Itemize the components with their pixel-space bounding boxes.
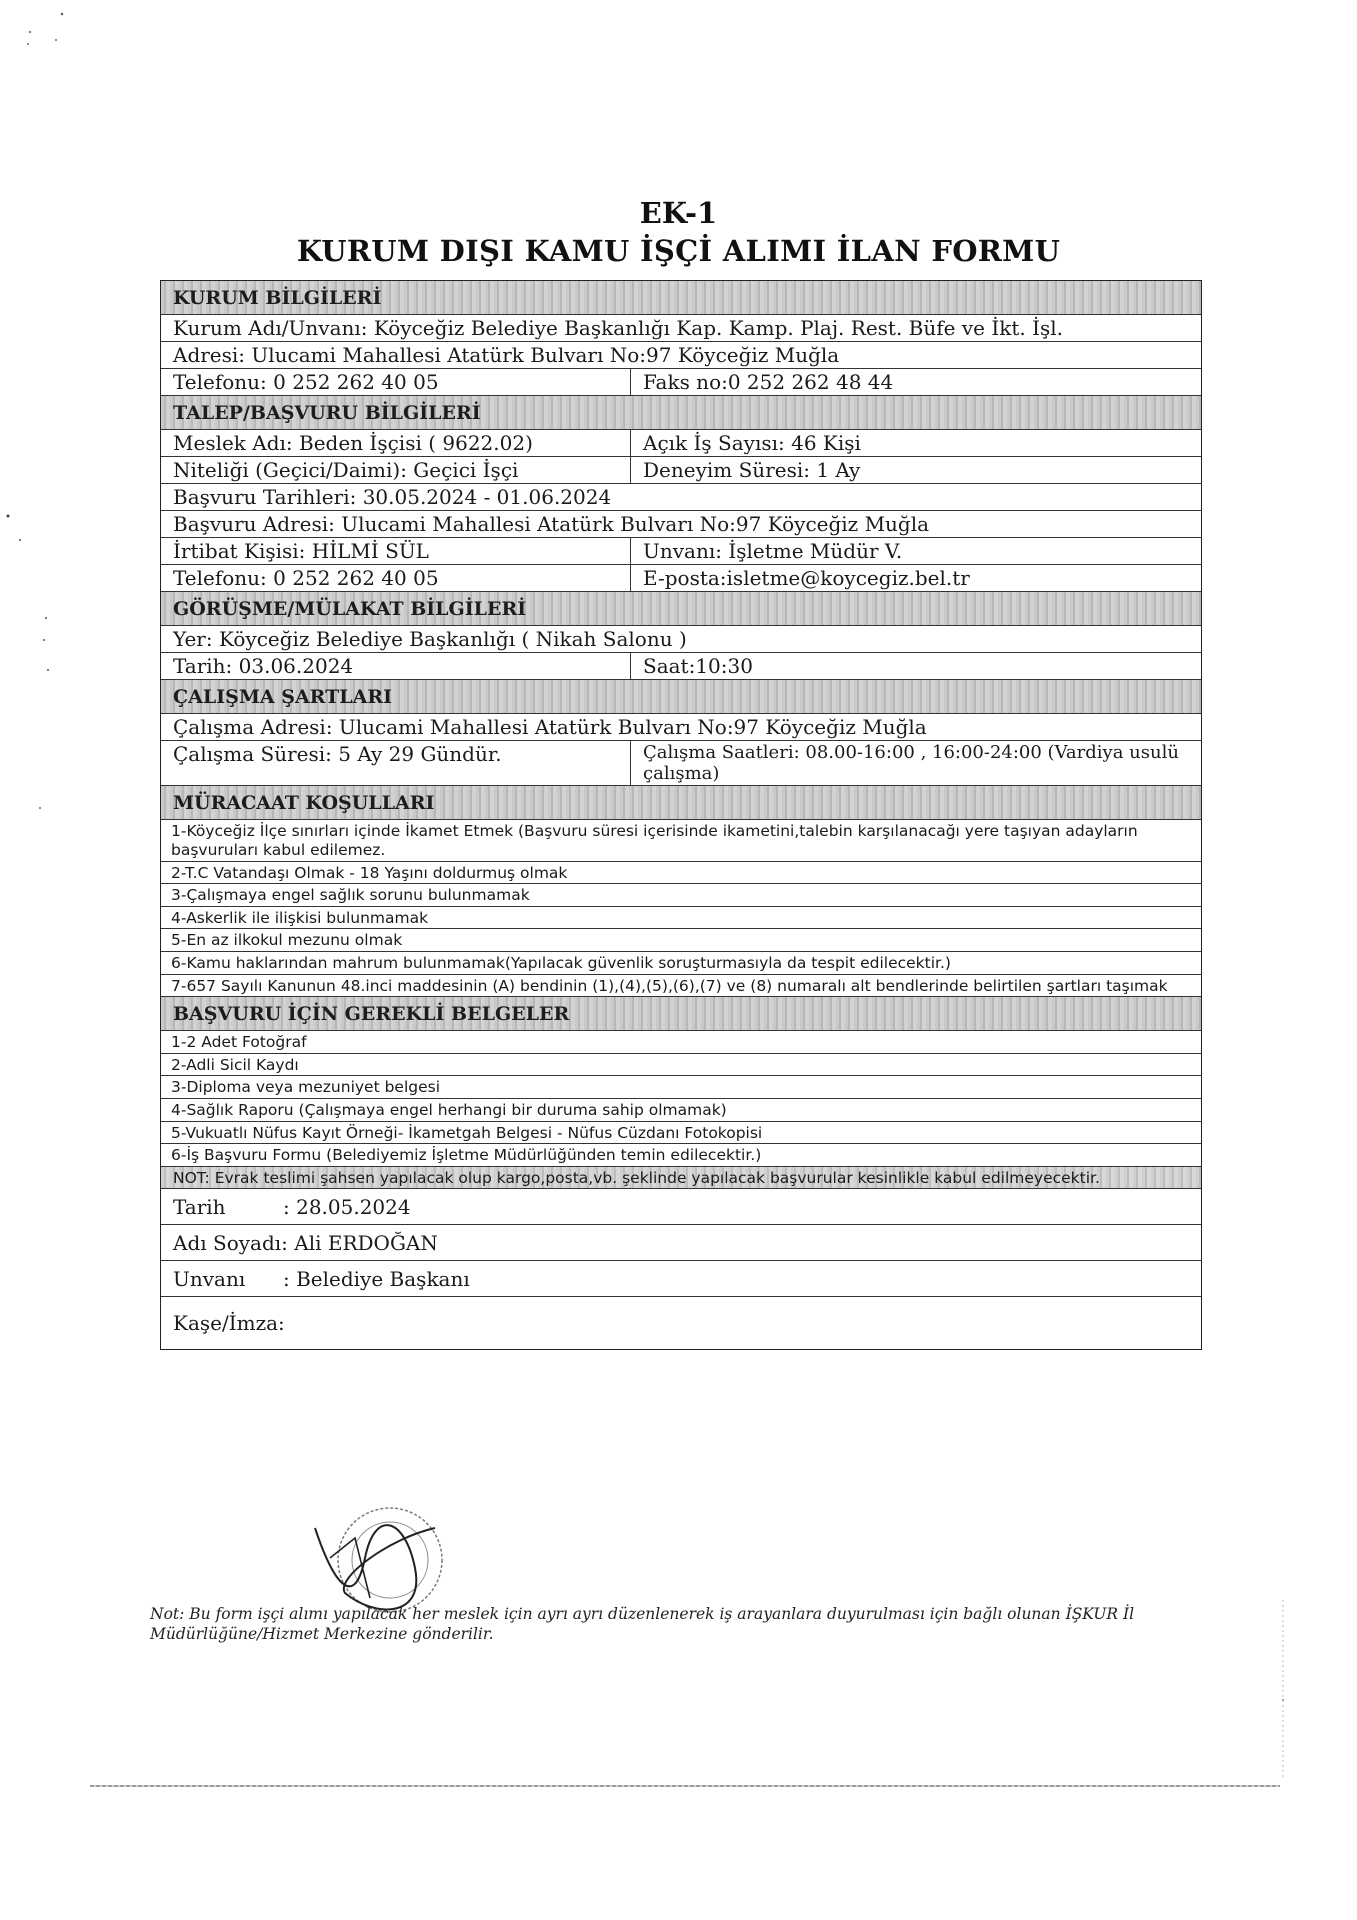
section-heading-belgeler: BAŞVURU İÇİN GEREKLİ BELGELER: [161, 997, 1201, 1031]
contact-person: İrtibat Kişisi: HİLMİ SÜL: [161, 538, 631, 564]
requirement-item: 3-Çalışmaya engel sağlık sorunu bulunmamak: [171, 886, 530, 905]
section-heading-talep: TALEP/BAŞVURU BİLGİLERİ: [161, 396, 1201, 430]
interview-time: Saat:10:30: [643, 654, 753, 678]
institution-fax: Faks no:0 252 262 48 44: [643, 370, 894, 394]
stamp-signature-label: Kaşe/İmza:: [173, 1311, 285, 1336]
list-item: [161, 929, 1201, 952]
form-row: [161, 1261, 1201, 1297]
institution-phone: Telefonu: 0 252 262 40 05: [161, 369, 631, 395]
document-item: 2-Adli Sicil Kaydı: [171, 1055, 299, 1074]
form-row: [161, 342, 1201, 369]
list-item: [161, 1144, 1201, 1167]
list-item: [161, 884, 1201, 907]
document-item: 1-2 Adet Fotoğraf: [171, 1033, 307, 1052]
footer-note: Not: Bu form işçi alımı yapılacak her meslek için ayrı ayrı düzenlenerek iş arayanlara duyurulması için bağlı olunan İŞKUR İl Müdürlüğüne/Hizmet Merkezine gönderilir.: [150, 1605, 1135, 1644]
profession-name: Meslek Adı: Beden İşçisi ( 9622.02): [161, 430, 631, 456]
list-item: [161, 1099, 1201, 1122]
form-row: [161, 741, 1201, 786]
experience-duration: Deneyim Süresi: 1 Ay: [643, 458, 861, 482]
job-posting-form: [160, 280, 1202, 1350]
list-item: [161, 862, 1201, 885]
form-row: [161, 430, 1201, 457]
section-heading-muracaat: MÜRACAAT KOŞULLARI: [161, 786, 1201, 820]
form-row: [161, 1189, 1201, 1225]
form-row: [161, 457, 1201, 484]
scan-edge-line: [90, 1785, 1280, 1787]
document-item: 5-Vukuatlı Nüfus Kayıt Örneği- İkametgah Belgesi - Nüfus Cüzdanı Fotokopisi: [171, 1123, 763, 1142]
document-item: 6-İş Başvuru Formu (Belediyemiz İşletme Müdürlüğünden temin edilecektir.): [171, 1146, 762, 1165]
form-row: [161, 1297, 1201, 1349]
work-duration: Çalışma Süresi: 5 Ay 29 Gündür.: [161, 741, 631, 785]
title-label: Unvanı: [173, 1266, 246, 1291]
list-item: [161, 1054, 1201, 1077]
list-item: [161, 952, 1201, 975]
date-label: Tarih: [173, 1194, 226, 1219]
list-item: [161, 1122, 1201, 1145]
document-item: 4-Sağlık Raporu (Çalışmaya engel herhangi bir duruma sahip olmamak): [171, 1100, 727, 1119]
open-jobs-count: Açık İş Sayısı: 46 Kişi: [643, 431, 861, 455]
list-item: [161, 820, 1201, 861]
job-nature: Niteliği (Geçici/Daimi): Geçici İşçi: [161, 457, 631, 483]
institution-name: Kurum Adı/Unvanı: Köyceğiz Belediye Başkanlığı Kap. Kamp. Plaj. Rest. Büfe ve İkt. İşl.: [173, 316, 1064, 340]
form-row: [161, 1225, 1201, 1261]
date-value: : 28.05.2024: [283, 1194, 411, 1219]
list-item: [161, 975, 1201, 998]
work-address: Çalışma Adresi: Ulucami Mahallesi Atatürk Bulvarı No:97 Köyceğiz Muğla: [173, 715, 927, 739]
annex-label: EK-1: [639, 196, 718, 230]
form-row: [161, 538, 1201, 565]
application-dates: Başvuru Tarihleri: 30.05.2024 - 01.06.2024: [173, 485, 612, 509]
section-heading-kurum: KURUM BİLGİLERİ: [161, 281, 1201, 315]
form-row: [161, 626, 1201, 653]
contact-title: Unvanı: İşletme Müdür V.: [643, 539, 903, 563]
form-row: [161, 565, 1201, 592]
requirement-item: 7-657 Sayılı Kanunun 48.inci maddesinin (A) bendinin (1),(4),(5),(6),(7) ve (8) numaralı alt bendlerinde belirtilen şartları taşımak: [171, 976, 1168, 995]
section-heading-calisma: ÇALIŞMA ŞARTLARI: [161, 680, 1201, 714]
form-row: [161, 714, 1201, 741]
form-row: [161, 484, 1201, 511]
list-item: [161, 1031, 1201, 1054]
list-item: [161, 907, 1201, 930]
requirement-item: 4-Askerlik ile ilişkisi bulunmamak: [171, 908, 429, 927]
section-heading-gorusme: GÖRÜŞME/MÜLAKAT BİLGİLERİ: [161, 592, 1201, 626]
institution-address: Adresi: Ulucami Mahallesi Atatürk Bulvarı No:97 Köyceğiz Muğla: [173, 343, 840, 367]
interview-date: Tarih: 03.06.2024: [161, 653, 631, 679]
requirement-item: 1-Köyceğiz İlçe sınırları içinde İkamet Etmek (Başvuru süresi içerisinde ikametini,talebin karşılanacağı yere taşıyan adayların başvuruları kabul edilemez.: [171, 822, 1138, 859]
signatory-name: Adı Soyadı: Ali ERDOĞAN: [173, 1230, 438, 1255]
interview-place: Yer: Köyceğiz Belediye Başkanlığı ( Nikah Salonu ): [173, 627, 687, 651]
work-hours: Çalışma Saatleri: 08.00-16:00 , 16:00-24:00 (Vardiya usulü çalışma): [643, 742, 1179, 784]
requirement-item: 5-En az ilkokul mezunu olmak: [171, 931, 403, 950]
list-item: [161, 1076, 1201, 1099]
form-title: KURUM DIŞI KAMU İŞÇİ ALIMI İLAN FORMU: [296, 234, 1061, 268]
title-value: : Belediye Başkanı: [283, 1266, 470, 1291]
delivery-note: NOT: Evrak teslimi şahsen yapılacak olup kargo,posta,vb. şeklinde yapılacak başvurular kesinlikle kabul edilmeyecektir.: [173, 1168, 1100, 1187]
requirement-item: 2-T.C Vatandaşı Olmak - 18 Yaşını doldurmuş olmak: [171, 863, 568, 882]
document-item: 3-Diploma veya mezuniyet belgesi: [171, 1078, 441, 1097]
form-row: [161, 369, 1201, 396]
requirement-item: 6-Kamu haklarından mahrum bulunmamak(Yapılacak güvenlik soruşturmasıyla da tespit edilecektir.): [171, 953, 951, 972]
form-row: [161, 653, 1201, 680]
contact-phone: Telefonu: 0 252 262 40 05: [161, 565, 631, 591]
form-row: [161, 315, 1201, 342]
contact-email: E-posta:isletme@koycegiz.bel.tr: [643, 566, 970, 590]
note-row: [161, 1167, 1201, 1190]
application-address: Başvuru Adresi: Ulucami Mahallesi Atatürk Bulvarı No:97 Köyceğiz Muğla: [173, 512, 930, 536]
form-row: [161, 511, 1201, 538]
